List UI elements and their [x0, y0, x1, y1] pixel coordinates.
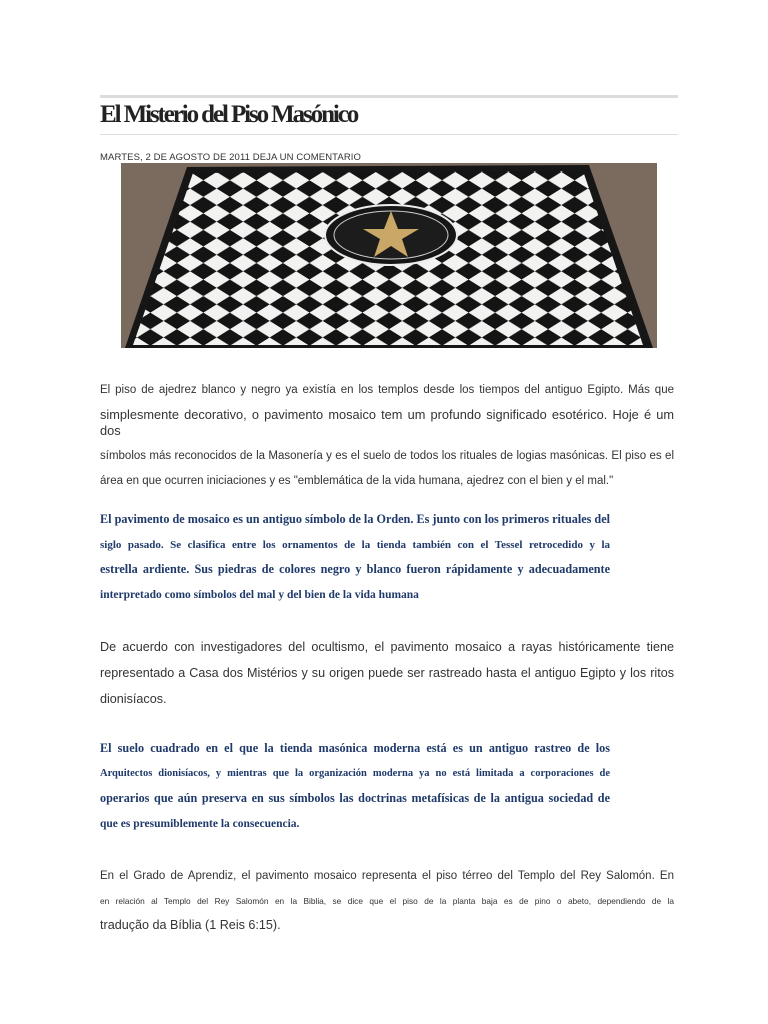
quote-line: interpretado como símbolos del mal y del bien de la vida humana — [100, 589, 419, 601]
top-divider — [100, 95, 678, 98]
title-divider — [100, 134, 678, 135]
paragraph-line: De acuerdo con investigadores del ocultismo, el pavimento mosaico a rayas históricamente tiene — [100, 640, 674, 654]
quote-line: El suelo cuadrado en el que la tienda masónica moderna está es un antiguo rastreo de los — [100, 741, 610, 755]
apprentice-paragraph — [100, 869, 674, 933]
quote-block-2 — [100, 740, 610, 831]
paragraph-line: tradução da Bíblia (1 Reis 6:15). — [100, 918, 281, 932]
paragraph-line: área en que ocurren iniciaciones y es "emblemática de la vida humana, ajedrez con el bien y el mal." — [100, 475, 614, 487]
quote-line: Arquitectos dionisíacos, y mientras que la organización moderna ya no está limitada a corporaciones de — [100, 768, 610, 779]
intro-paragraph — [100, 383, 674, 488]
paragraph-line: representado a Casa dos Mistérios y su origen puede ser rastreado hasta el antiguo Egipto y los ritos — [100, 666, 674, 680]
hero-image — [121, 163, 657, 348]
checkered-floor-image — [121, 163, 657, 348]
quote-line: estrella ardiente. Sus piedras de colores negro y blanco fueron rápidamente y adecuadamente — [100, 562, 610, 576]
paragraph-line: El piso de ajedrez blanco y negro ya existía en los templos desde los tiempos del antiguo Egipto. Más que — [100, 384, 674, 396]
post-date: MARTES, 2 DE AGOSTO DE 2011 — [100, 152, 251, 163]
paragraph-line: simplesmente decorativo, o pavimento mosaico tem um profundo significado esotérico. Hoje é um dos — [100, 407, 674, 438]
article-title[interactable]: El Misterio del Piso Masónico — [100, 101, 358, 128]
quote-line: operarios que aún preserva en sus símbolos las doctrinas metafísicas de la antigua sociedad de — [100, 791, 610, 805]
paragraph-line: en relación al Templo del Rey Salomón en la Biblia, se dice que el piso de la planta baja es de pino o abeto, dependiendo de la — [100, 896, 674, 906]
paragraph-line: En el Grado de Aprendiz, el pavimento mosaico representa el piso térreo del Templo del Rey Salomón. En — [100, 870, 674, 882]
quote-line: El pavimento de mosaico es un antiguo símbolo de la Orden. Es junto con los primeros rituales del — [100, 512, 610, 526]
post-meta — [100, 152, 361, 163]
paragraph-line: símbolos más reconocidos de la Masonería y es el suelo de todos los rituales de logias masónicas. El piso es el — [100, 450, 674, 462]
quote-line: siglo pasado. Se clasifica entre los ornamentos de la tienda también con el Tessel retrocedido y la — [100, 539, 610, 551]
quote-block-1 — [100, 511, 610, 602]
leave-comment-link[interactable]: DEJA UN COMENTARIO — [252, 152, 362, 163]
paragraph-line: dionisíacos. — [100, 692, 167, 706]
quote-line: que es presumiblemente la consecuencia. — [100, 818, 300, 830]
occultism-paragraph — [100, 639, 674, 707]
